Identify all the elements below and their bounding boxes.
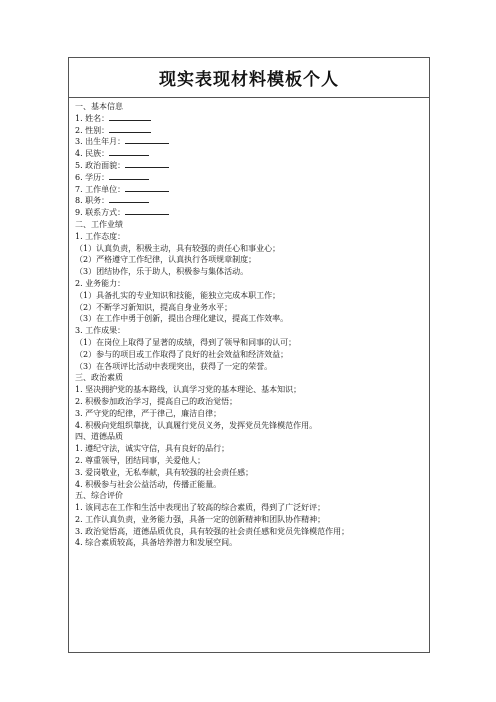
document-title: 现实表现材料模板个人 — [159, 70, 339, 90]
document-content — [75, 101, 425, 549]
work-line: （3）团结协作，乐于助人，积极参与集体活动。 — [75, 267, 249, 277]
field-gender — [75, 125, 425, 137]
field-birth — [75, 136, 425, 148]
political-line: 4. 积极向党组织靠拢，认真履行党员义务，发挥党员先锋模范作用。 — [75, 420, 318, 430]
field-label: 5. 政治面貌： — [75, 160, 126, 170]
field-label: 2. 性别： — [75, 125, 110, 135]
field-name — [75, 113, 425, 125]
work-line: （1）在岗位上取得了显著的成绩，得到了领导和同事的认可； — [75, 337, 297, 347]
field-label: 1. 姓名： — [75, 113, 110, 123]
work-line: （2）严格遵守工作纪律，认真执行各项规章制度； — [75, 255, 257, 265]
political-line: 2. 积极参加政治学习，提高自己的政治觉悟； — [75, 396, 238, 406]
work-line: 2. 业务能力： — [75, 278, 126, 288]
work-line: （3）在各项评比活动中表现突出，获得了一定的荣誉。 — [75, 361, 273, 371]
work-line: （2）参与的项目或工作取得了良好的社会效益和经济效益； — [75, 349, 289, 359]
moral-line: 3. 爱岗敬业，无私奉献，具有较强的社会责任感； — [75, 467, 254, 477]
field-education — [75, 172, 425, 184]
work-line: （1）认真负责，积极主动，具有较强的责任心和事业心； — [75, 243, 281, 253]
field-position — [75, 195, 425, 207]
section-heading-political: 三、政治素质 — [75, 373, 123, 383]
fill-blank — [125, 207, 169, 215]
political-line: 1. 坚决拥护党的基本路线，认真学习党的基本理论、基本知识； — [75, 385, 302, 395]
field-ethnicity — [75, 148, 425, 160]
section-heading-overall: 五、综合评价 — [75, 491, 123, 501]
fill-blank — [109, 195, 149, 203]
section-heading-moral: 四、道德品质 — [75, 432, 123, 442]
section-heading-basic: 一、基本信息 — [75, 102, 123, 111]
fill-blank — [109, 172, 149, 180]
field-label: 8. 职务： — [75, 196, 110, 206]
fill-blank — [109, 125, 151, 133]
fill-blank — [125, 184, 169, 192]
moral-line: 2. 尊重领导，团结同事，关爱他人； — [75, 455, 206, 465]
work-line: （1）具备扎实的专业知识和技能，能独立完成本职工作； — [75, 290, 281, 300]
fill-blank — [109, 148, 149, 156]
fill-blank — [109, 113, 151, 121]
work-line: （3）在工作中勇于创新，提出合理化建议，提高工作效率。 — [75, 314, 289, 324]
fill-blank — [125, 136, 169, 144]
field-label: 4. 民族： — [75, 149, 110, 159]
fill-blank — [125, 160, 169, 168]
political-line: 3. 严守党的纪律，严于律己，廉洁自律； — [75, 408, 222, 418]
overall-line: 2. 工作认真负责，业务能力强，具备一定的创新精神和团队协作精神； — [75, 514, 326, 524]
field-label: 6. 学历： — [75, 172, 110, 182]
document-frame — [68, 57, 430, 653]
work-line: 3. 工作成果： — [75, 326, 126, 336]
work-line: 1. 工作态度： — [75, 231, 126, 241]
section-heading-work: 二、工作业绩 — [75, 219, 123, 229]
title-row — [69, 58, 429, 98]
field-political-status — [75, 160, 425, 172]
moral-line: 1. 遵纪守法，诚实守信，具有良好的品行； — [75, 444, 230, 454]
field-contact — [75, 207, 425, 219]
moral-line: 4. 积极参与社会公益活动，传播正能量。 — [75, 479, 222, 489]
work-line: （2）不断学习新知识，提高自身业务水平； — [75, 302, 233, 312]
field-label: 7. 工作单位： — [75, 184, 126, 194]
overall-line: 4. 综合素质较高，具备培养潜力和发展空间。 — [75, 538, 238, 548]
field-label: 3. 出生年月： — [75, 137, 126, 147]
overall-line: 1. 该同志在工作和生活中表现出了较高的综合素质，得到了广泛好评； — [75, 503, 326, 513]
field-label: 9. 联系方式： — [75, 208, 126, 218]
overall-line: 3. 政治觉悟高，道德品质优良，具有较强的社会责任感和党员先锋模范作用； — [75, 526, 350, 536]
field-employer — [75, 184, 425, 196]
